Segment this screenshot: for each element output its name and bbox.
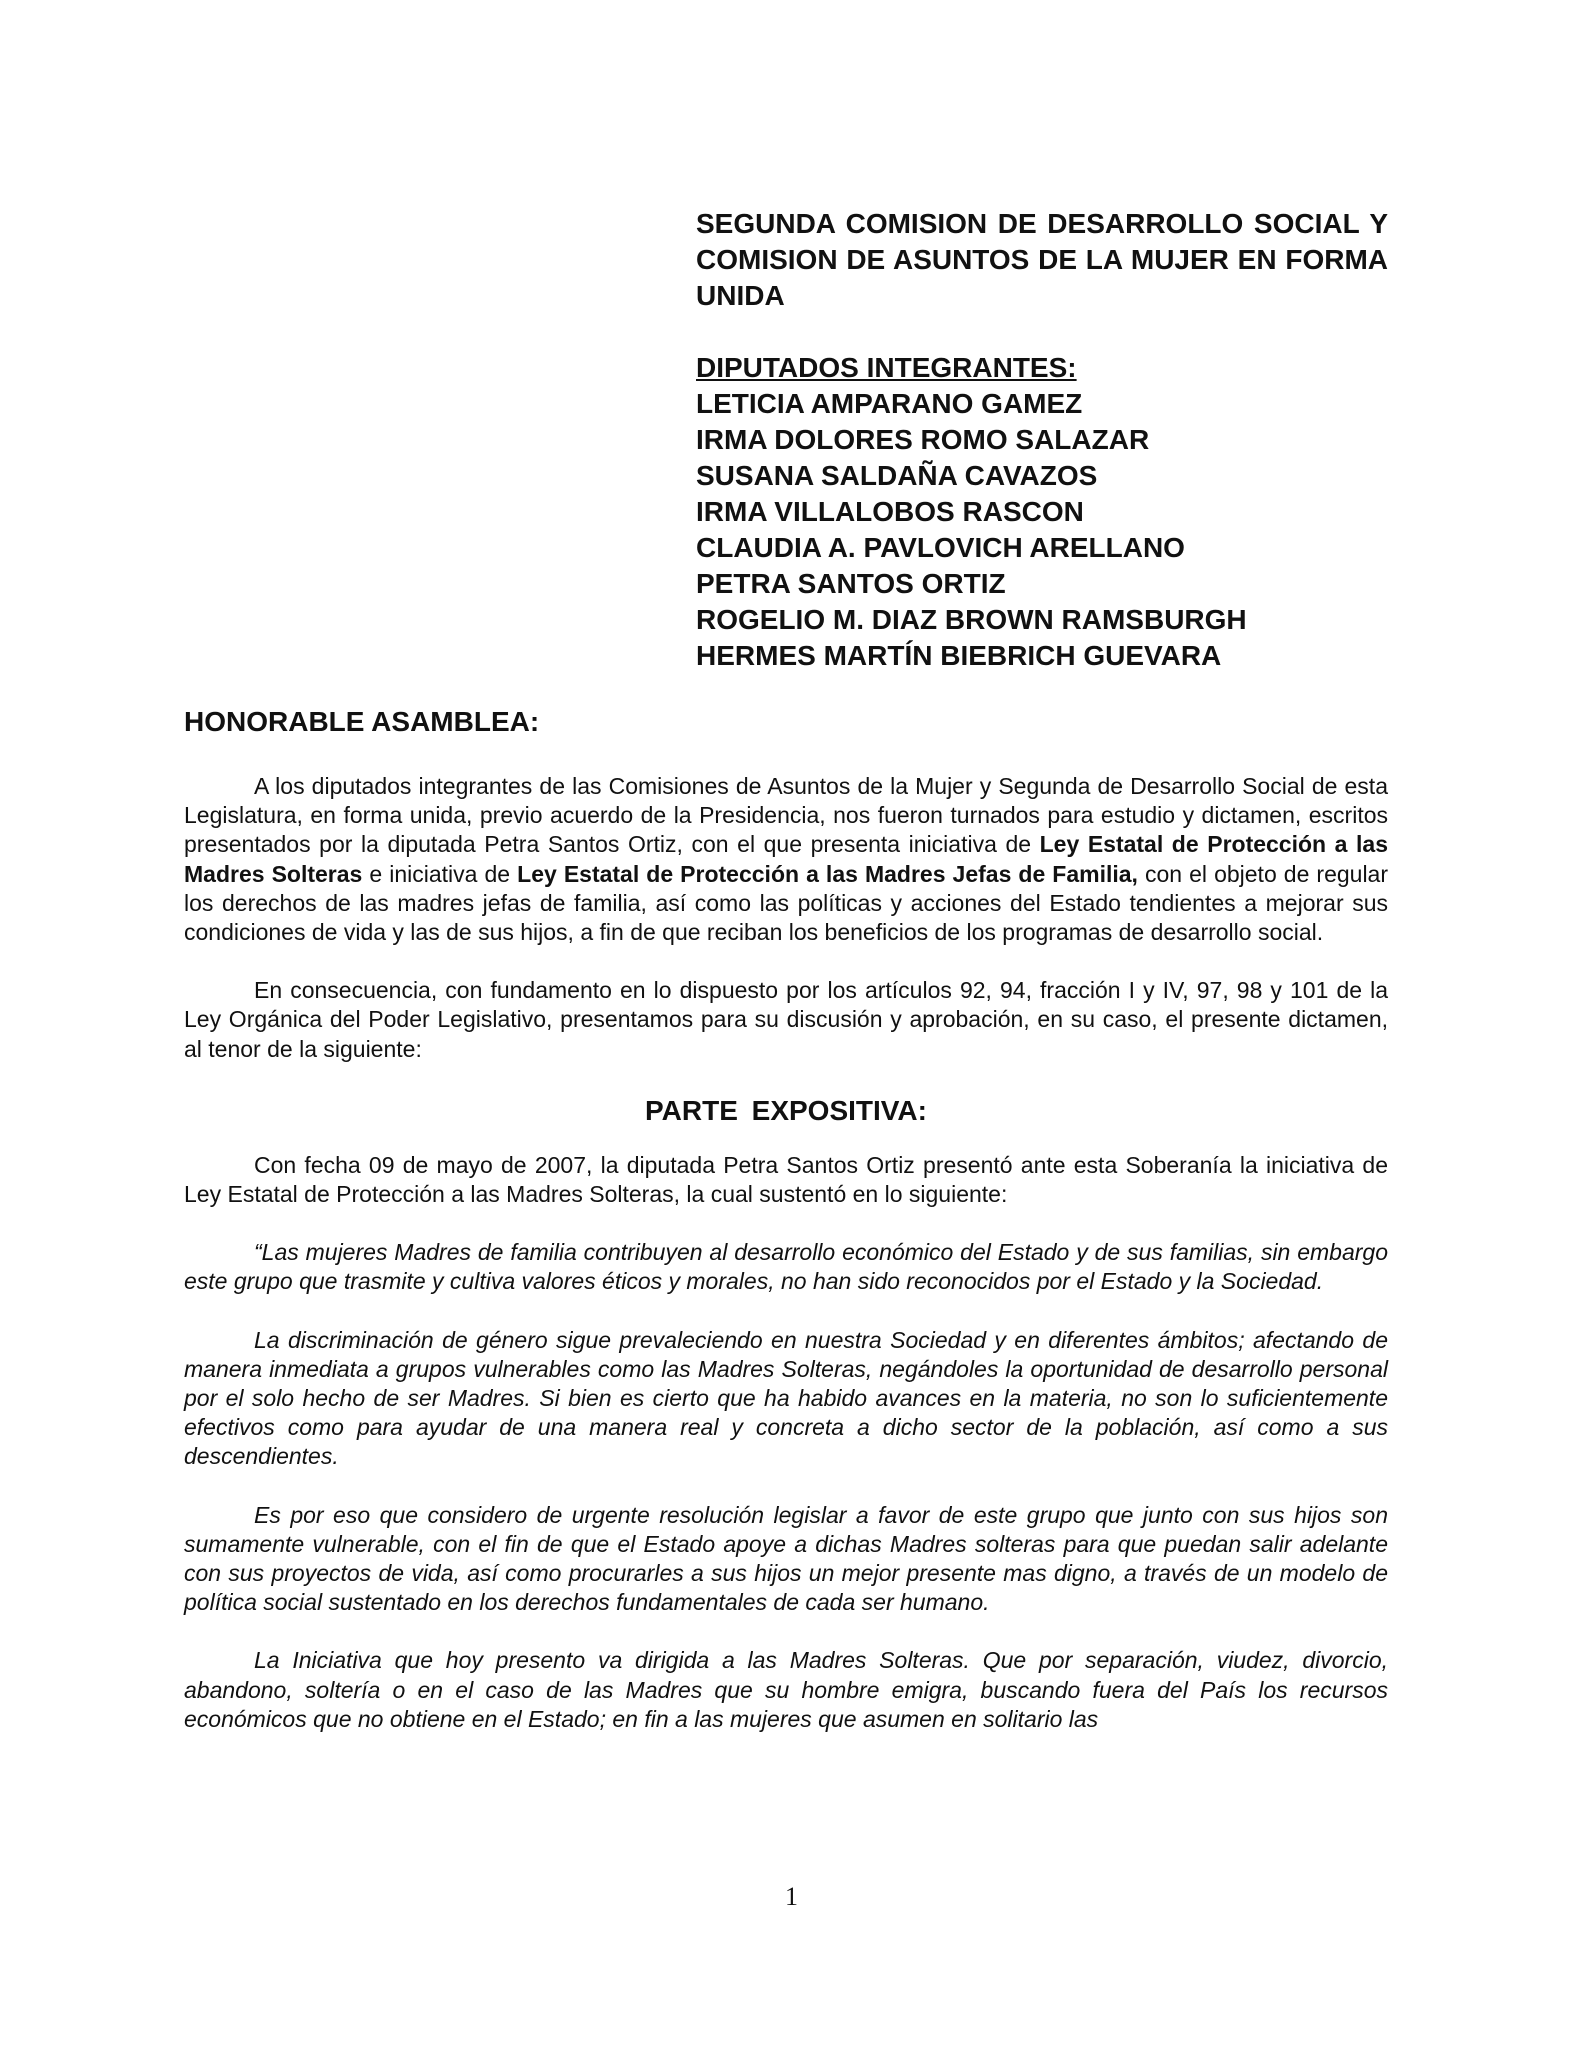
section-heading: PARTE EXPOSITIVA: — [645, 1094, 927, 1126]
member-name: ROGELIO M. DIAZ BROWN RAMSBURGH — [696, 604, 1247, 635]
law-name: Ley Estatal de Protección a las Madres Solteras — [184, 831, 1388, 887]
member-name: SUSANA SALDAÑA CAVAZOS — [696, 460, 1098, 491]
member-name: LETICIA AMPARANO GAMEZ — [696, 388, 1083, 419]
page-number: 1 — [785, 1882, 798, 1911]
member-name: HERMES MARTÍN BIEBRICH GUEVARA — [696, 640, 1222, 671]
law-name: Ley Estatal de Protección a las Madres Jefas de Familia, — [517, 860, 1138, 887]
intro-paragraph — [184, 772, 1388, 947]
quote-paragraph: La discriminación de género sigue prevaleciendo en nuestra Sociedad y en diferentes ámbitos; afectando de manera inmediata a grupos vulnerables como las Madres Solteras, negándoles la oportunidad de desarrollo personal por el solo hecho de ser Madres. Si bien es cierto que ha habido avances en la materia, no son lo suficientemente efectivos como para ayudar de una manera real y concreta a dicho sector de la población, así como a sus descendientes. — [184, 1326, 1388, 1470]
quote-paragraph: La Iniciativa que hoy presento va dirigida a las Madres Solteras. Que por separación, viudez, divorcio, abandono, soltería o en el caso de las Madres que su hombre emigra, buscando fuera del País los recursos económicos que no obtiene en el Estado; en fin a las mujeres que asumen en solitario las — [184, 1647, 1388, 1732]
member-name: IRMA VILLALOBOS RASCON — [696, 496, 1084, 527]
member-name: IRMA DOLORES ROMO SALAZAR — [696, 424, 1150, 455]
consequence-paragraph: En consecuencia, con fundamento en lo dispuesto por los artículos 92, 94, fracción I y IV, 97, 98 y 101 de la Ley Orgánica del Poder Legislativo, presentamos para su discusión y aprobación, en su caso, el presente dictamen, al tenor de la siguiente: — [184, 977, 1388, 1062]
quote-paragraph: “Las mujeres Madres de familia contribuyen al desarrollo económico del Estado y de sus familias, sin embargo este grupo que trasmite y cultiva valores éticos y morales, no han sido reconocidos por el Estado y la Sociedad. — [184, 1239, 1388, 1295]
quote-paragraph: Es por eso que considero de urgente resolución legislar a favor de este grupo que junto con sus hijos son sumamente vulnerable, con el fin de que el Estado apoye a dichas Madres solteras para que puedan salir adelante con sus proyectos de vida, así como procurarles a sus hijos un mejor presente mas digno, a través de un modelo de política social sustentado en los derechos fundamentales de cada ser humano. — [184, 1501, 1388, 1616]
intro-text: A los diputados integrantes de las Comisiones de Asuntos de la Mujer y Segunda de Desarrollo Social de esta Legislatura, en forma unida, previo acuerdo de la Presidencia, nos fueron turnados para estudio y dictamen, escritos presentados por la diputada Petra Santos Ortiz, con el que presenta iniciativa de — [184, 773, 1388, 858]
committee-title: SEGUNDA COMISION DE DESARROLLO SOCIAL Y COMISION DE ASUNTOS DE LA MUJER EN FORMA UNIDA — [696, 208, 1388, 311]
intro-text: con el objeto de regular los derechos de las madres jefas de familia, así como las políticas y acciones del Estado tendientes a mejorar sus condiciones de vida y las de sus hijos, a fin de que reciban los beneficios de los programas de desarrollo social. — [184, 860, 1389, 946]
member-name: CLAUDIA A. PAVLOVICH ARELLANO — [696, 532, 1185, 563]
intro-text: e iniciativa de — [362, 860, 518, 887]
document-body — [184, 772, 1388, 1734]
member-name: PETRA SANTOS ORTIZ — [696, 568, 1006, 599]
salutation: HONORABLE ASAMBLEA: — [184, 706, 540, 737]
committee-block — [696, 206, 1388, 674]
expositiva-paragraph: Con fecha 09 de mayo de 2007, la diputada Petra Santos Ortiz presentó ante esta Soberanía la iniciativa de Ley Estatal de Protección a las Madres Solteras, la cual sustentó en lo siguiente: — [184, 1151, 1388, 1208]
members-heading: DIPUTADOS INTEGRANTES: — [696, 352, 1077, 383]
